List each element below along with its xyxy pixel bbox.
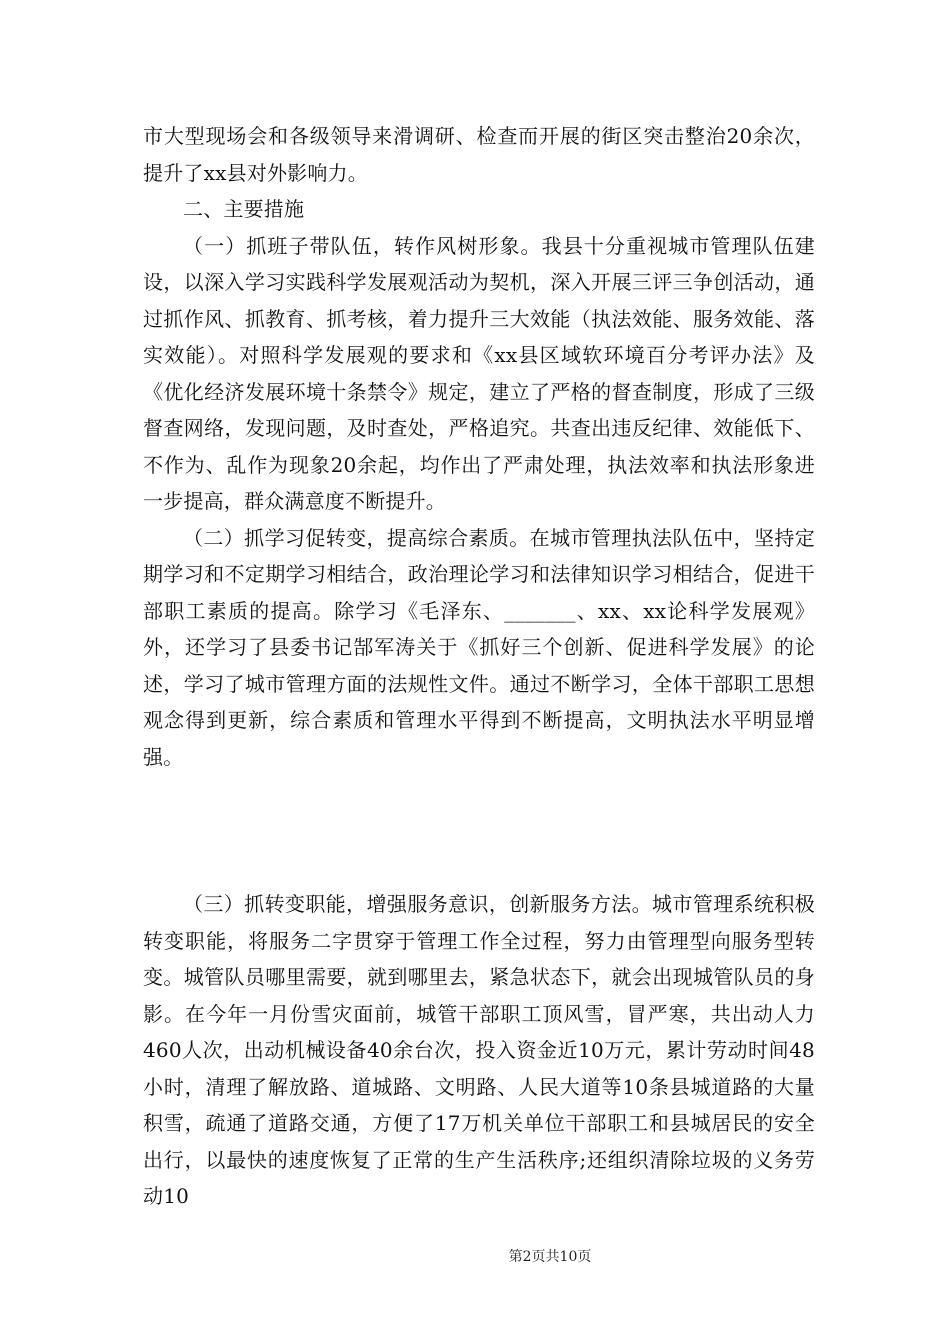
section-heading: 二、主要措施 <box>183 197 305 221</box>
paragraph-measure-1: （一）抓班子带队伍，转作风树形象。我县十分重视城市管理队伍建设，以深入学习实践科学发展观活动为契机，深入开展三评三争创活动，通过抓作风、抓教育、抓考核，着力提升三大效能（执法效能、服务效能、落实效能）。对照科学发展观的要求和《xx县区域软环境百分考评办法》及《优化经济发展环境十条禁令》规定，建立了严格的督查制度，形成了三级督查网络，发现问题，及时查处，严格追究。共查出违反纪律、效能低下、不作为、乱作为现象20余起，均作出了严肃处理，执法效率和执法形象进一步提高，群众满意度不断提升。 <box>143 233 815 513</box>
text-block-top <box>143 118 815 775</box>
paragraph-continuation: 市大型现场会和各级领导来滑调研、检查而开展的街区突击整治20余次，提升了xx县对外影响力。 <box>143 124 815 185</box>
paragraph-measure-3: （三）抓转变职能，增强服务意识，创新服务方法。城市管理系统积极转变职能，将服务二字贯穿于管理工作全过程，努力由管理型向服务型转变。城管队员哪里需要，就到哪里去，紧急状态下，就会出现城管队员的身影。在今年一月份雪灾面前，城管干部职工顶风雪，冒严寒，共出动人力460人次，出动机械设备40余台次，投入资金近10万元，累计劳动时间48小时，清理了解放路、道城路、文明路、人民大道等10条县城道路的大量积雪，疏通了道路交通，方便了17万机关单位干部职工和县城居民的安全出行，以最快的速度恢复了正常的生产生活秩序;还组织清除垃圾的义务劳动10 <box>143 892 815 1208</box>
paragraph-measure-2: （二）抓学习促转变，提高综合素质。在城市管理执法队伍中，坚持定期学习和不定期学习相结合，政治理论学习和法律知识学习相结合，促进干部职工素质的提高。除学习《毛泽东、_______、xx、xx论科学发展观》外，还学习了县委书记郜军涛关于《抓好三个创新、促进科学发展》的论述，学习了城市管理方面的法规性文件。通过不断学习，全体干部职工思想观念得到更新，综合素质和管理水平得到不断提高，文明执法水平明显增强。 <box>143 525 815 769</box>
text-block-bottom <box>143 886 815 1215</box>
page-number-footer: 第2页共10页 <box>508 1249 592 1265</box>
